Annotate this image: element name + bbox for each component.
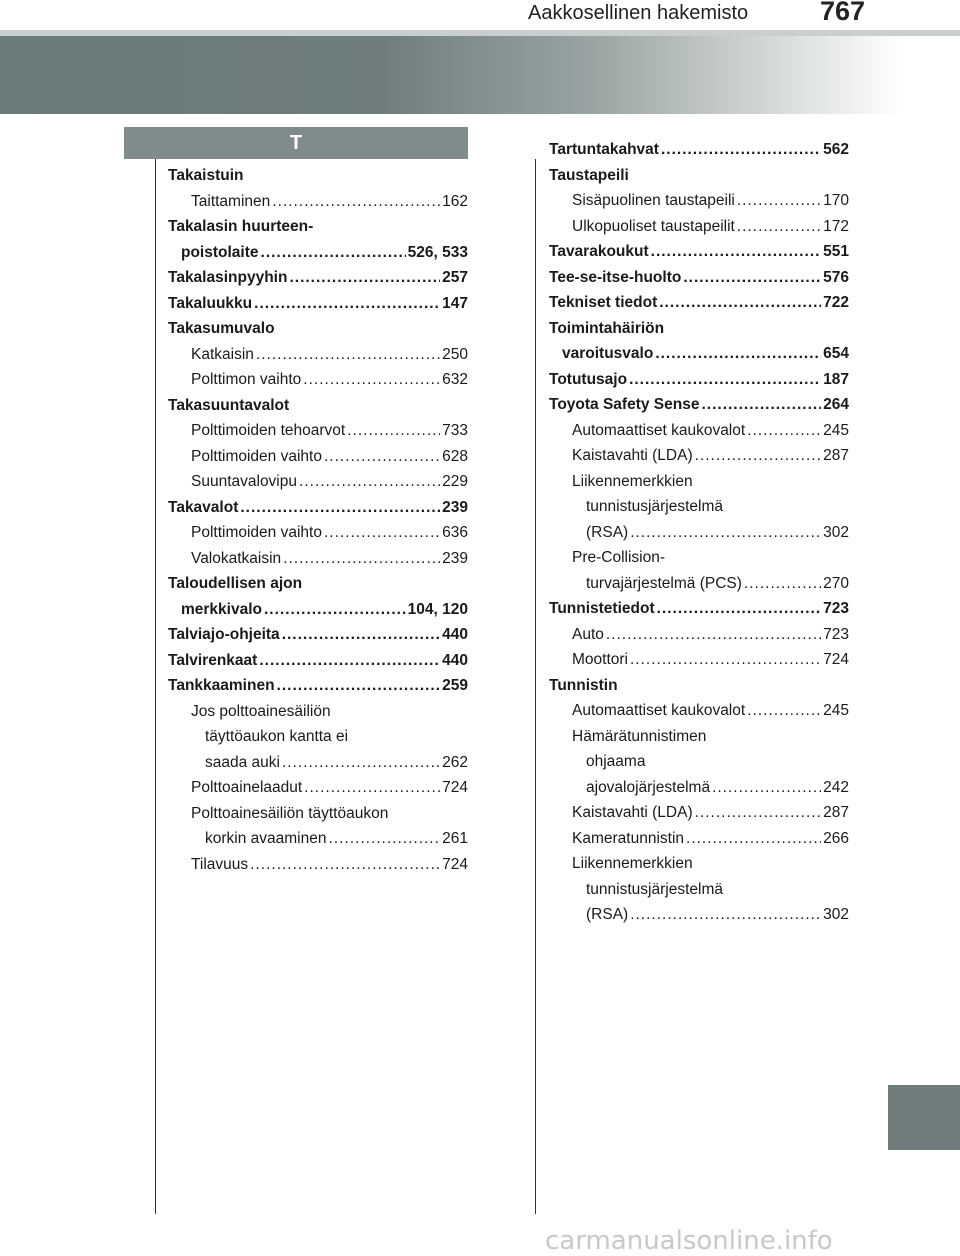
index-entry-term: Automaattiset kaukovalot [572,702,746,719]
dot-leader [299,469,440,495]
index-entry [168,622,468,648]
dot-leader [737,188,821,214]
index-entry [168,418,468,444]
index-entry-term: Tartuntakahvat [549,141,659,158]
dot-leader [744,571,821,597]
dot-leader [686,826,821,852]
index-entry-term: varoitusvalo [562,345,654,362]
dot-leader [630,902,821,928]
index-entry-page: 654 [823,345,849,362]
index-entry [549,749,849,775]
index-entry-page: 245 [823,421,849,439]
index-entry-page: 104, 120 [407,600,468,618]
dot-leader [282,622,440,648]
index-entry-term: Polttoainelaadut [191,779,303,796]
index-entry [549,775,849,801]
index-entry [168,597,468,623]
index-column-right [549,137,849,928]
index-entry-page: 147 [442,294,468,312]
index-entry [549,596,849,622]
index-entry [549,214,849,240]
index-entry-term: Sisäpuolinen taustapeili [572,192,735,209]
dot-leader [261,240,406,266]
index-entry-page: 440 [442,651,468,669]
page-number: 767 [820,0,866,26]
index-entry [549,163,849,189]
index-entry-term: Totutusajo [549,370,628,388]
index-entry [549,290,849,316]
index-entry-page: 264 [823,396,849,413]
index-entry-page: 259 [442,677,468,694]
index-entry [549,724,849,750]
index-entry [549,188,849,214]
index-entry [549,469,849,495]
dot-leader [303,367,440,393]
index-entry [549,571,849,597]
dot-leader [324,444,440,470]
index-entry-term: Taittaminen [191,192,271,210]
index-entry-page: 722 [823,294,849,311]
index-entry-page: 526, 533 [407,243,468,261]
index-entry-term: Tekniset tiedot [549,294,658,311]
dot-leader [240,495,440,521]
index-entry-page: 172 [823,217,849,235]
index-entry-term: Valokatkaisin [191,549,282,567]
dot-leader [282,750,440,776]
index-entry [168,520,468,546]
page-header [0,0,960,30]
dot-leader [256,342,440,368]
index-entry-term: tunnistusjärjestelmä [586,498,723,515]
index-entry [168,189,468,215]
index-entry-page: 562 [823,141,849,158]
dot-leader [683,265,821,291]
index-entry-term: Kaistavahti (LDA) [572,447,693,464]
index-entry-page: 261 [442,830,468,847]
index-entry-page: 187 [823,370,849,388]
index-entry-term: Tankkaaminen [168,677,275,694]
index-entry-term: merkkivalo [181,600,262,618]
index-entry-term: Polttimoiden vaihto [191,524,322,541]
index-entry [549,800,849,826]
index-entry-term: Liikennemerkkien [572,855,693,872]
index-entry [168,571,468,597]
index-entry [549,902,849,928]
index-entry-page: 287 [823,804,849,821]
index-entry-term: Polttoainesäiliön täyttöaukon [191,804,389,822]
index-entry [549,341,849,367]
index-entry [168,214,468,240]
index-entry-term: Toimintahäiriön [549,319,665,337]
dot-leader [264,597,406,623]
index-entry [549,673,849,699]
index-entry-page: 576 [823,268,849,286]
index-entry-term: Liikennemerkkien [572,472,693,490]
index-entry-term: Takavalot [168,498,239,516]
index-entry [549,137,849,163]
index-entry [168,801,468,827]
index-entry-page: 724 [442,855,468,873]
index-entry-page: 239 [442,549,468,567]
index-entry [549,698,849,724]
index-entry-term: Jos polttoainesäiliön [191,702,331,720]
index-entry-page: 242 [823,778,849,796]
dot-leader [324,520,440,546]
index-entry-term: Polttimon vaihto [191,371,302,388]
index-entry [549,265,849,291]
index-entry [549,392,849,418]
index-entry [549,316,849,342]
index-entry-term: Takalasin huurteen- [168,218,314,235]
index-entry [549,367,849,393]
index-column-left [168,163,468,877]
index-entry-page: 440 [442,626,468,643]
index-entry-term: Tunnistetiedot [549,600,655,617]
dot-leader [712,775,821,801]
index-entry-term: (RSA) [586,906,629,923]
dot-leader [606,622,821,648]
dot-leader [629,367,821,393]
index-entry-term: Kaistavahti (LDA) [572,804,693,821]
index-entry [549,443,849,469]
index-entry [549,826,849,852]
index-entry-page: 257 [442,269,468,286]
index-entry-page: 628 [442,447,468,465]
index-entry-term: turvajärjestelmä (PCS) [586,574,742,592]
index-entry [168,163,468,189]
index-entry [168,826,468,852]
index-entry-term: ajovalojärjestelmä [586,778,711,796]
index-entry [549,647,849,673]
dot-leader [657,596,822,622]
dot-leader [659,290,821,316]
index-entry-page: 724 [823,651,849,668]
center-column-divider [535,159,536,1214]
index-entry [168,240,468,266]
index-entry-term: Takalasinpyyhin [168,269,288,286]
index-entry-page: 632 [442,371,468,388]
index-entry-term: Tavarakoukut [549,243,649,260]
index-entry-page: 162 [442,192,468,210]
index-entry-page: 302 [823,906,849,923]
index-entry [168,316,468,342]
dot-leader [328,826,440,852]
dot-leader [272,189,440,215]
index-entry-term: korkin avaaminen [205,830,327,847]
index-entry [168,469,468,495]
index-entry-term: Taloudellisen ajon [168,575,303,592]
index-entry-term: Toyota Safety Sense [549,396,700,413]
index-entry-term: (RSA) [586,523,629,541]
index-entry-page: 239 [442,498,468,516]
index-entry [549,851,849,877]
index-entry-term: Auto [572,625,604,643]
dot-leader [661,137,821,163]
index-entry-page: 733 [442,422,468,439]
index-entry [549,545,849,571]
index-entry-page: 551 [823,243,849,260]
watermark: carmanualsonline.info [545,1226,833,1256]
index-entry-page: 723 [823,625,849,643]
index-entry [168,393,468,419]
index-entry-page: 170 [823,192,849,209]
index-entry-term: poistolaite [181,243,259,261]
index-entry-page: 245 [823,702,849,719]
index-entry-page: 229 [442,473,468,490]
dot-leader [630,520,821,546]
index-entry-term: Pre-Collision- [572,549,666,566]
index-entry [549,877,849,903]
index-entry-page: 723 [823,600,849,617]
dot-leader [747,698,821,724]
index-entry-page: 266 [823,829,849,847]
dot-leader [695,443,822,469]
index-entry-term: saada auki [205,753,280,771]
index-entry-page: 262 [442,753,468,771]
dot-leader [289,265,440,291]
index-entry-term: Takasumuvalo [168,320,275,337]
index-entry-term: Tunnistin [549,676,618,694]
index-entry-term: Tee-se-itse-huolto [549,268,682,286]
index-entry-term: Tilavuus [191,855,249,873]
index-entry-term: Taustapeili [549,166,629,184]
index-entry [549,494,849,520]
index-entry-term: Talvirenkaat [168,651,258,669]
dot-leader [651,239,821,265]
dot-leader [695,800,822,826]
index-entry [168,852,468,878]
index-entry [168,699,468,725]
index-entry-term: Suuntavalovipu [191,473,297,490]
index-entry-term: Polttimoiden tehoarvot [191,422,346,439]
index-entry-term: Polttimoiden vaihto [191,447,322,465]
index-entry [168,444,468,470]
dot-leader [630,647,821,673]
dot-leader [277,673,441,699]
index-entry [168,775,468,801]
index-entry [168,265,468,291]
dot-leader [304,775,440,801]
dot-leader [250,852,440,878]
index-entry [549,622,849,648]
dot-leader [283,546,440,572]
index-entry [168,291,468,317]
index-entry [168,546,468,572]
index-entry-page: 724 [442,779,468,796]
left-column-divider [155,159,156,1214]
index-entry-term: tunnistusjärjestelmä [586,880,723,898]
index-entry-term: Moottori [572,651,628,668]
index-entry [168,367,468,393]
section-letter: T [124,127,468,159]
index-entry-page: 250 [442,345,468,363]
index-entry-term: Kameratunnistin [572,829,685,847]
index-entry-term: Automaattiset kaukovalot [572,421,746,439]
index-entry-page: 636 [442,524,468,541]
header-title: Aakkosellinen hakemisto [528,2,749,24]
index-entry-term: Takaluukku [168,294,253,312]
index-entry [168,750,468,776]
index-entry-term: ohjaama [586,753,646,770]
index-entry-term: Katkaisin [191,345,254,363]
index-entry [168,673,468,699]
dot-leader [747,418,821,444]
dot-leader [701,392,821,418]
index-entry [168,342,468,368]
index-entry [168,648,468,674]
index-entry [549,239,849,265]
index-entry [168,724,468,750]
side-thumb-tab [888,1085,960,1150]
index-entry-page: 302 [823,523,849,541]
index-entry-term: Talviajo-ohjeita [168,626,280,643]
dot-leader [259,648,440,674]
index-entry-page: 270 [823,574,849,592]
index-entry-term: Ulkopuoliset taustapeilit [572,217,735,235]
dot-leader [254,291,440,317]
dot-leader [737,214,821,240]
index-entry-term: Takasuuntavalot [168,396,290,414]
index-entry [168,495,468,521]
index-entry-term: Hämärätunnistimen [572,727,707,745]
index-entry-page: 287 [823,447,849,464]
index-entry [549,418,849,444]
dot-leader [655,341,821,367]
index-entry-term: täyttöaukon kantta ei [205,728,349,745]
header-banner [0,36,960,114]
dot-leader [347,418,440,444]
index-entry-term: Takaistuin [168,167,244,184]
index-entry [549,520,849,546]
